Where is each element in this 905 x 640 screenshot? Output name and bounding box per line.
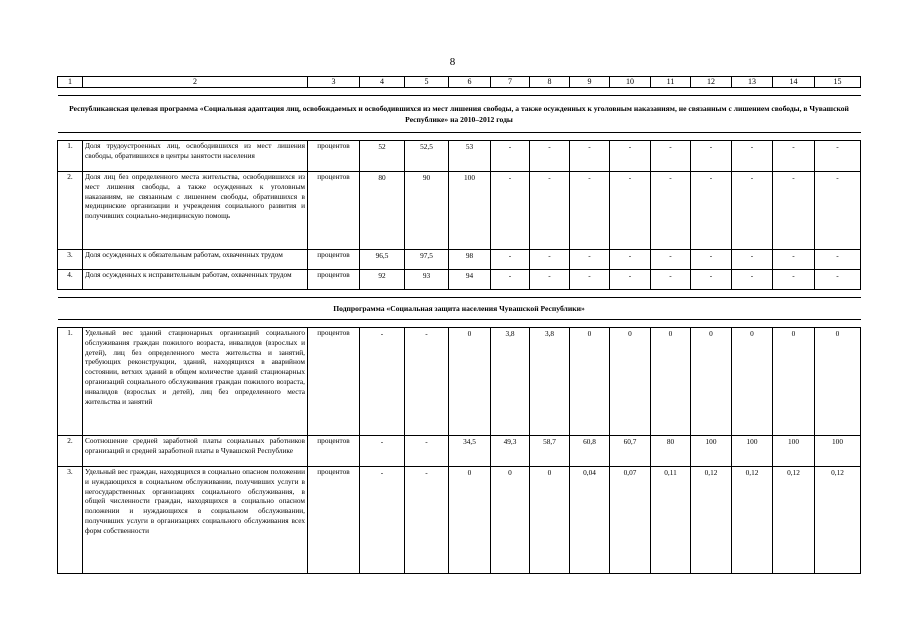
row-number: 4. [58,270,83,290]
column-number: 3 [308,77,360,88]
section-title: Республиканская целевая программа «Социальная адаптация лиц, освобождаемых и освободившихся из мест лишения свободы, а также осужденных к уголовным наказаниям, не связанным с лишением свободы, в Чувашской Республике» на 2010–2012 годы [58,96,861,133]
indicators-table [57,76,861,574]
table-row [58,250,861,270]
column-number: 1 [58,77,83,88]
value-cell: 0 [691,328,732,436]
value-cell: 92 [360,270,405,290]
column-number: 10 [610,77,651,88]
value-cell: - [570,270,610,290]
unit: процентов [308,436,360,467]
unit: процентов [308,172,360,250]
value-cell: 0,12 [732,467,773,574]
unit: процентов [308,270,360,290]
unit: процентов [308,467,360,574]
value-cell: 0 [449,328,491,436]
column-number: 8 [530,77,570,88]
value-cell: 0,12 [815,467,861,574]
value-cell: 97,5 [405,250,449,270]
column-number: 9 [570,77,610,88]
value-cell: - [691,172,732,250]
value-cell: - [360,436,405,467]
value-cell: 53 [449,141,491,172]
value-cell: 100 [691,436,732,467]
value-cell: - [530,172,570,250]
unit: процентов [308,250,360,270]
spacer-cell [58,133,861,141]
value-cell: - [691,270,732,290]
value-cell: - [773,270,815,290]
row-number: 3. [58,467,83,574]
value-cell: - [570,172,610,250]
value-cell: 93 [405,270,449,290]
page-number: 8 [449,56,456,68]
value-cell: - [570,141,610,172]
value-cell: - [773,250,815,270]
value-cell: 60,8 [570,436,610,467]
value-cell: 0,12 [773,467,815,574]
section-title-row [58,298,861,320]
value-cell: - [610,270,651,290]
value-cell: 80 [360,172,405,250]
section-title-row [58,96,861,133]
column-number: 5 [405,77,449,88]
indicator-name: Удельный вес граждан, находящихся в социально опасном положении и нуждающихся в социальном обслуживании, получивших услуги в негосударственных организациях социального обслуживания, в общей численности граждан, находящихся в социально опасном положении и нуждающихся в социальном обслуживании, получивших услуги в организациях социального обслуживания всех форм собственности [83,467,308,574]
spacer-cell [58,290,861,298]
value-cell: - [530,270,570,290]
value-cell: - [360,328,405,436]
value-cell: - [815,172,861,250]
value-cell: 34,5 [449,436,491,467]
row-number: 2. [58,172,83,250]
value-cell: 60,7 [610,436,651,467]
value-cell: - [610,172,651,250]
indicator-name: Доля осужденных к исправительным работам, охваченных трудом [83,270,308,290]
row-number: 1. [58,328,83,436]
value-cell: 52 [360,141,405,172]
value-cell: 0 [815,328,861,436]
column-number: 14 [773,77,815,88]
value-cell: 3,8 [530,328,570,436]
section-spacer [58,290,861,298]
value-cell: - [773,172,815,250]
value-cell: - [530,250,570,270]
table-row [58,467,861,574]
unit: процентов [308,141,360,172]
value-cell: 58,7 [530,436,570,467]
indicator-name: Доля осужденных к обязательным работам, охваченных трудом [83,250,308,270]
value-cell: 0 [651,328,691,436]
unit: процентов [308,328,360,436]
section-spacer [58,88,861,96]
value-cell: - [691,250,732,270]
value-cell: 0 [732,328,773,436]
row-number: 1. [58,141,83,172]
value-cell: 100 [732,436,773,467]
value-cell: - [491,250,530,270]
value-cell: 0 [773,328,815,436]
value-cell: - [491,270,530,290]
row-number: 3. [58,250,83,270]
table-row [58,270,861,290]
value-cell: 0 [530,467,570,574]
value-cell: - [360,467,405,574]
value-cell: - [530,141,570,172]
value-cell: 96,5 [360,250,405,270]
value-cell: - [732,172,773,250]
spacer-cell [58,88,861,96]
column-number: 12 [691,77,732,88]
section-title: Подпрограмма «Социальная защита населения Чувашской Республики» [58,298,861,320]
column-number: 15 [815,77,861,88]
value-cell: 100 [449,172,491,250]
value-cell: 0 [610,328,651,436]
value-cell: - [570,250,610,270]
value-cell: - [405,328,449,436]
value-cell: 0,11 [651,467,691,574]
indicator-name: Соотношение средней заработной платы социальных работников организаций и средней заработной платы в Чувашской Республике [83,436,308,467]
value-cell: - [773,141,815,172]
table-row [58,328,861,436]
value-cell: - [491,172,530,250]
value-cell: - [491,141,530,172]
value-cell: 90 [405,172,449,250]
value-cell: 49,3 [491,436,530,467]
column-number: 7 [491,77,530,88]
value-cell: 0 [491,467,530,574]
indicator-name: Доля лиц без определенного места жительства, освободившихся из мест лишения свободы, а также осужденных к уголовным наказаниям, не связанным с лишением свободы, обратившихся в медицинские организации и учреждения социального развития и получивших социально-медицинскую помощь [83,172,308,250]
value-cell: - [815,250,861,270]
value-cell: - [610,250,651,270]
column-number: 2 [83,77,308,88]
indicator-name: Удельный вес зданий стационарных организаций социального обслуживания граждан пожилого возраста, инвалидов (взрослых и детей), лиц без определенного места жительства и занятий, требующих реконструкции, зданий, находящихся в аварийном состоянии, ветхих зданий в общем количестве зданий стационарных организаций социального обслуживания граждан пожилого возраста, инвалидов (взрослых и детей), лиц без определенного места жительства и занятий [83,328,308,436]
value-cell: 80 [651,436,691,467]
value-cell: 0,12 [691,467,732,574]
value-cell: - [405,467,449,574]
value-cell: 0 [449,467,491,574]
value-cell: 100 [773,436,815,467]
row-number: 2. [58,436,83,467]
table-row [58,172,861,250]
value-cell: 52,5 [405,141,449,172]
value-cell: - [405,436,449,467]
column-number: 6 [449,77,491,88]
table-row [58,141,861,172]
value-cell: - [651,141,691,172]
value-cell: 0,07 [610,467,651,574]
value-cell: - [815,141,861,172]
column-number-row [58,77,861,88]
value-cell: 0 [570,328,610,436]
column-number: 11 [651,77,691,88]
column-number: 4 [360,77,405,88]
value-cell: - [732,270,773,290]
indicator-name: Доля трудоустроенных лиц, освободившихся из мест лишения свободы, обратившихся в центры занятости населения [83,141,308,172]
value-cell: - [651,172,691,250]
value-cell: - [732,250,773,270]
value-cell: 3,8 [491,328,530,436]
value-cell: 98 [449,250,491,270]
column-number: 13 [732,77,773,88]
section-spacer [58,133,861,141]
value-cell: 100 [815,436,861,467]
value-cell: - [691,141,732,172]
value-cell: - [815,270,861,290]
spacer-cell [58,320,861,328]
value-cell: 94 [449,270,491,290]
value-cell: - [732,141,773,172]
table-row [58,436,861,467]
value-cell: 0,04 [570,467,610,574]
value-cell: - [651,250,691,270]
section-spacer [58,320,861,328]
value-cell: - [610,141,651,172]
value-cell: - [651,270,691,290]
